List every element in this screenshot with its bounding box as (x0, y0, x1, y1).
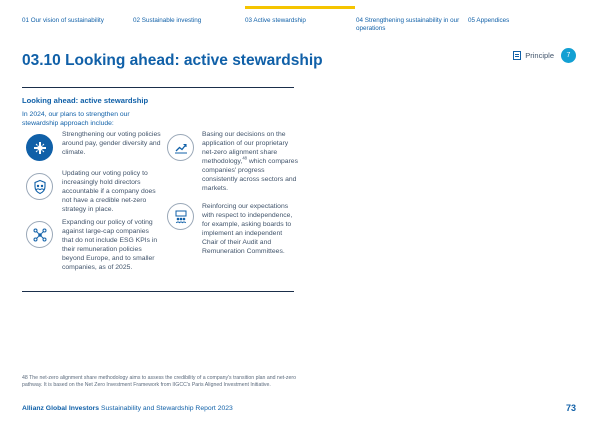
document-icon (513, 51, 521, 60)
page-title: 03.10 Looking ahead: active stewardship (22, 52, 323, 69)
page-number: 73 (565, 403, 576, 413)
nav-item-sustainable-investing[interactable] (133, 9, 237, 25)
footer-report-title: Sustainability and Stewardship Report 2023 (100, 405, 233, 412)
nav-item-label: 02 Sustainable investing (133, 17, 202, 24)
nav-item-appendices[interactable] (468, 9, 572, 25)
policy-plus-icon (26, 134, 53, 161)
principle-number-badge: 7 (561, 48, 576, 63)
nav-item-label: 01 Our vision of sustainability (22, 17, 104, 24)
network-icon (26, 221, 53, 248)
plan-item-voting-policies: Strengthening our voting policies around pay, gender diversity and climate. (62, 131, 161, 156)
footer-brand: Allianz Global Investors (22, 405, 100, 412)
nav-item-label: 03 Active stewardship (245, 17, 306, 24)
active-indicator (245, 6, 355, 9)
nav-item-label: 05 Appendices (468, 17, 510, 24)
nav-item-label: 04 Strengthening sustainability in our operations (356, 17, 460, 32)
section-heading: Looking ahead: active stewardship (22, 96, 149, 105)
trend-chart-icon (167, 134, 194, 161)
plan-item-board-independence: Reinforcing our expectations with respect to independence, for example, asking boards to implement an independent Chair of their Audit and Remuneration Committees. (202, 203, 293, 255)
footnote-ref[interactable]: 48 (242, 155, 247, 161)
principle-reference[interactable] (513, 47, 576, 63)
plan-item-net-zero-methodology: Basing our decisions on the application of our proprietary net-zero alignment share methodology,$^{48}$ which compares companies' progress consistently across sectors and markets. (202, 131, 298, 192)
footnote: 48 The net-zero alignment share methodology aims to assess the credibility of a company's transition plan and net-zero pathway. It is based on the Net Zero Investment Framework from IIGCC's Paris Aligned Investment Initiative. (22, 375, 296, 388)
shield-people-icon (26, 173, 53, 200)
nav-item-active-stewardship[interactable] (245, 9, 325, 25)
nav-item-vision[interactable] (22, 9, 126, 25)
divider-bottom (22, 291, 294, 292)
plan-item-esg-kpis: Expanding our policy of voting against large-cap companies that do not include ESG KPIs in their remuneration policies beyond Europe, and to smaller companies, as of 2025. (62, 219, 158, 271)
nav-item-operations[interactable] (356, 9, 460, 33)
plan-item-directors-accountable: Updating our voting policy to increasingly hold directors accountable if a company does not have a credible net-zero strategy in place. (62, 170, 156, 213)
footer (22, 405, 233, 412)
board-people-icon (167, 203, 194, 230)
principle-label: Principle (525, 50, 554, 60)
divider-top (22, 87, 294, 88)
section-navigation (22, 9, 578, 37)
section-intro: In 2024, our plans to strengthen our stewardship approach include: (22, 111, 130, 127)
